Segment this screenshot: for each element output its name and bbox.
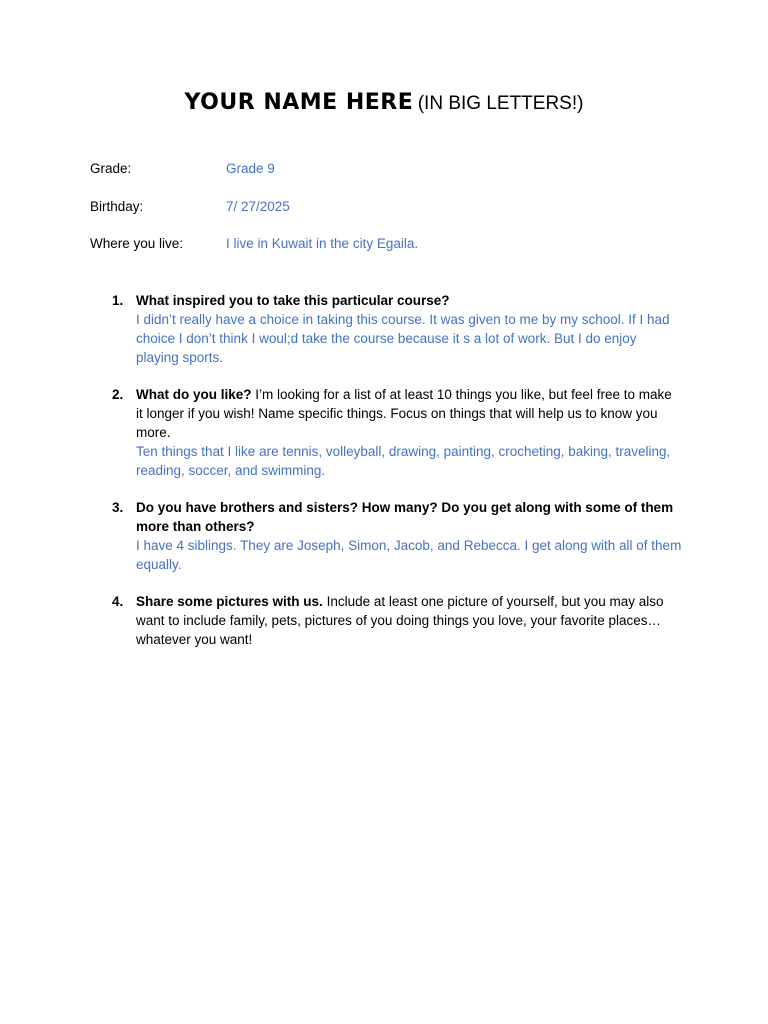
grade-label: Grade: [90, 161, 132, 176]
question-number: 1. [112, 293, 124, 308]
page-title [0, 90, 768, 115]
location-label: Where you live: [90, 236, 184, 251]
question-prompt: Do you have brothers and sisters? How many? Do you get along with some of them more than others? [136, 500, 674, 534]
grade-value: Grade 9 [226, 161, 275, 176]
question-list [112, 291, 682, 667]
question-answer: I have 4 siblings. They are Joseph, Simon, Jacob, and Rebecca. I get along with all of them equally. [136, 538, 682, 572]
question-prompt: Share some pictures with us. [136, 594, 323, 609]
birthday-value: 7/ 27/2025 [226, 199, 290, 214]
question-prompt-rest: Include at least one picture of yourself, but you may also want to include family, pets, pictures of you doing things you love, your favorite places… whatever you want! [136, 594, 664, 647]
question-number: 2. [112, 387, 124, 402]
question-answer: Ten things that I like are tennis, volleyball, drawing, painting, crocheting, baking, traveling, reading, soccer, and swimming. [136, 444, 671, 478]
question-number: 4. [112, 594, 124, 609]
title-name: YOUR NAME HERE [184, 90, 414, 115]
question-item-2 [112, 385, 682, 480]
question-item-1 [112, 291, 682, 367]
question-answer: I didn’t really have a choice in taking this course. It was given to me by my school. If I had choice I don’t think I woul;d take the course because it s a lot of work. But I do enjoy playing sports. [136, 312, 670, 365]
birthday-label: Birthday: [90, 199, 144, 214]
question-item-4 [112, 592, 682, 649]
question-number: 3. [112, 500, 124, 515]
info-row-birthday [90, 198, 690, 216]
info-row-grade [90, 160, 690, 178]
info-row-location [90, 235, 690, 253]
title-subtitle: (IN BIG LETTERS!) [417, 93, 584, 114]
location-value: I live in Kuwait in the city Egaila. [226, 236, 419, 251]
question-item-3 [112, 498, 682, 574]
question-prompt: What do you like? [136, 387, 252, 402]
question-prompt: What inspired you to take this particular course? [136, 293, 450, 308]
question-prompt-rest: I’m looking for a list of at least 10 things you like, but feel free to make it longer if you wish! Name specific things. Focus on things that will help us to know you more. [136, 387, 672, 440]
